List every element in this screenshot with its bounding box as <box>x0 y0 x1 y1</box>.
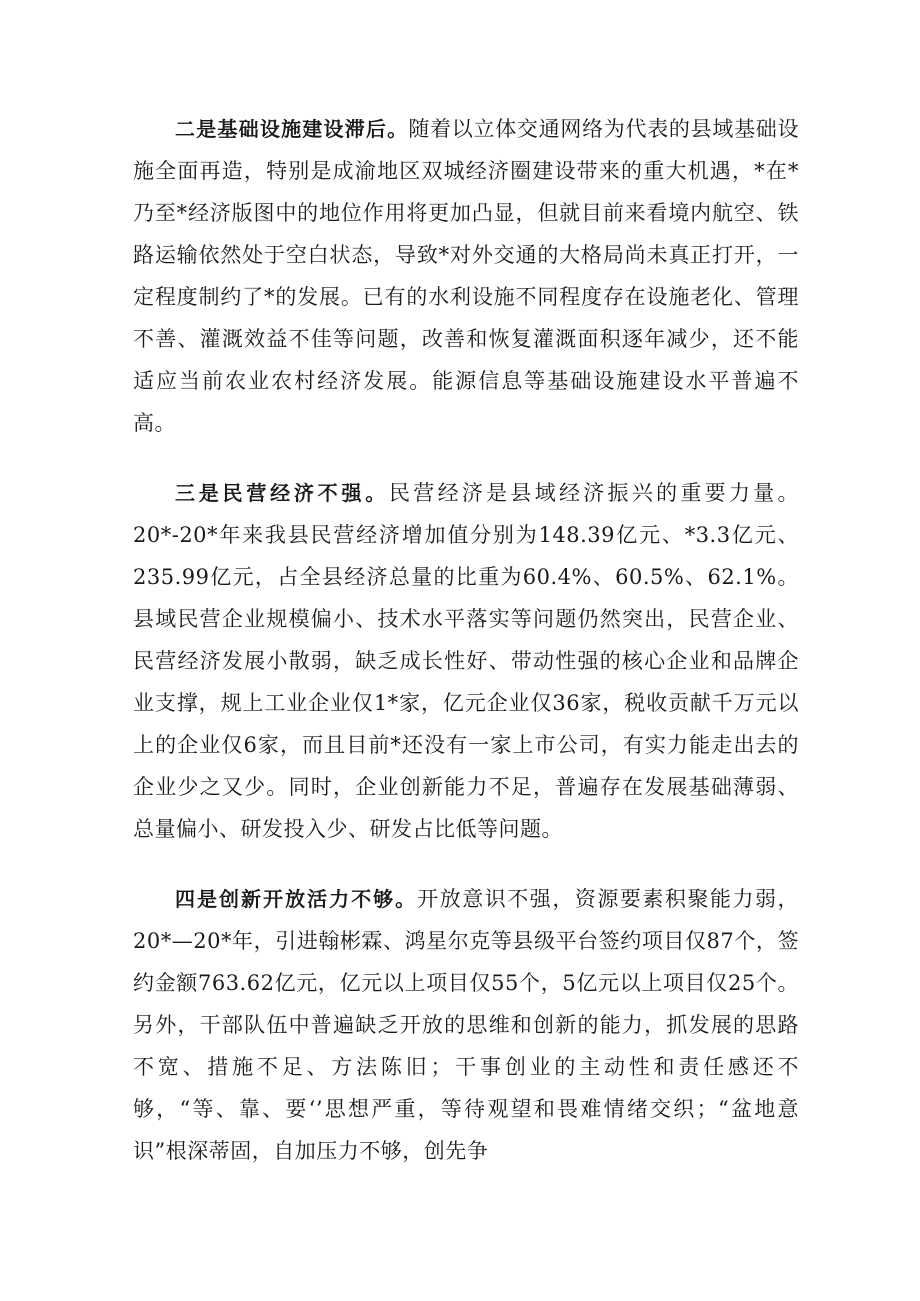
paragraph-infrastructure <box>133 108 799 444</box>
paragraph-text: 随着以立体交通网络为代表的县域基础设施全面再造，特别是成渝地区双城经济圈建设带来的重大机遇，*在*乃至*经济版图中的地位作用将更加凸显，但就目前来看境内航空、铁路运输依然处于空白状态，导致*对外交通的大格局尚未真正打开，一定程度制约了*的发展。已有的水利设施不同程度存在设施老化、管理不善、灌溉效益不佳等问题，改善和恢复灌溉面积逐年减少，还不能适应当前农业农村经济发展。能源信息等基础设施建设水平普遍不高。 <box>133 117 800 435</box>
paragraph-text: 开放意识不强，资源要素积聚能力弱，20*—20*年，引进翰彬霖、鸿星尔克等县级平台签约项目仅87个，签约金额763.62亿元，亿元以上项目仅55个，5亿元以上项目仅25个。另外，干部队伍中普遍缺乏开放的思维和创新的能力，抓发展的思路不宽、措施不足、方法陈旧；干事创业的主动性和责任感还不够，“等、靠、要‘’思想严重，等待观望和畏难情绪交织；“盆地意识”根深蒂固，自加压力不够，创先争 <box>133 887 800 1163</box>
paragraph-private-economy <box>133 472 799 850</box>
paragraph-innovation <box>133 878 799 1172</box>
paragraph-heading: 四是创新开放活力不够。 <box>175 887 418 911</box>
document-body <box>133 108 799 1172</box>
paragraph-heading: 二是基础设施建设滞后。 <box>175 117 409 141</box>
paragraph-text: 民营经济是县域经济振兴的重要力量。20*-20*年来我县民营经济增加值分别为148.39亿元、*3.3亿元、235.99亿元，占全县经济总量的比重为60.4%、60.5%、62.1%。县域民营企业规模偏小、技术水平落实等问题仍然突出，民营企业、民营经济发展小散弱，缺乏成长性好、带动性强的核心企业和品牌企业支撑，规上工业企业仅1*家，亿元企业仅36家，税收贡献千万元以上的企业仅6家，而且目前*还没有一家上市公司，有实力能走出去的企业少之又少。同时，企业创新能力不足，普遍存在发展基础薄弱、总量偏小、研发投入少、研发占比低等问题。 <box>133 481 800 841</box>
paragraph-heading: 三是民营经济不强。 <box>175 481 390 505</box>
